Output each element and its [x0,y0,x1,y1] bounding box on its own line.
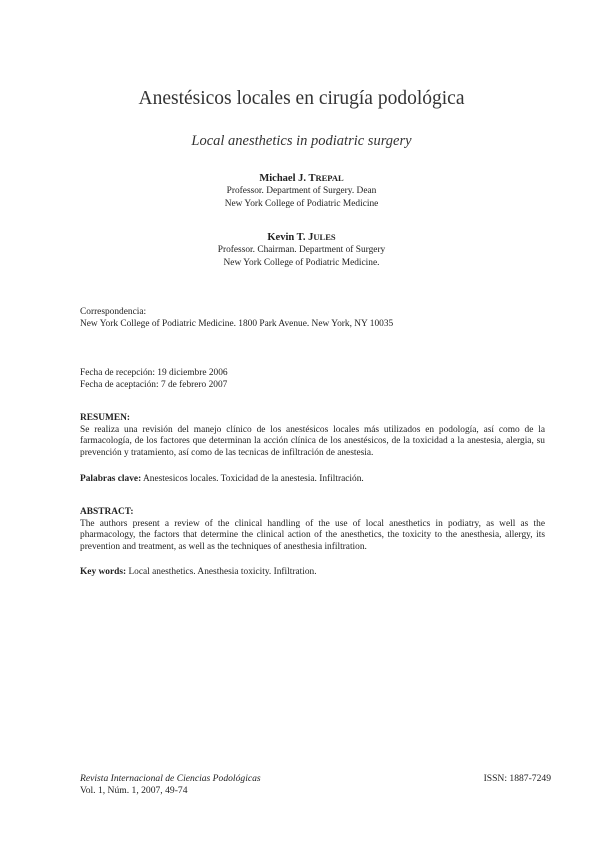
palabras-clave-text: Anestesicos locales. Toxicidad de la anestesia. Infiltración. [141,474,364,484]
journal-name: Revista Internacional de Ciencias Podológicas [80,773,261,784]
author-name [0,231,603,244]
abstract-heading: ABSTRACT: [80,507,134,517]
footer-journal-info [80,773,261,797]
key-words [80,567,545,579]
resumen-text: Se realiza una revisión del manejo clínico de los anestésicos locales más utilizados en podología, así como de la farmacología, de los factores que determinan la acción clínica de los anestésicos, de la toxicidad a la anestesia, alergia, su prevención y tratamiento, así como de las tecnicas de infiltración de anestesia. [80,424,545,458]
journal-volume: Vol. 1, Núm. 1, 2007, 49-74 [80,785,188,796]
journal-issn: ISSN: 1887-7249 [483,773,551,784]
key-words-text: Local anesthetics. Anesthesia toxicity. Infiltration. [126,567,317,577]
author-affiliation-line: Professor. Chairman. Department of Surgery [217,245,386,255]
author-surname-rest: ULES [313,232,336,242]
received-date: Fecha de recepción: 19 diciembre 2006 [80,368,228,378]
author-surname-rest: REPAL [315,173,344,183]
abstract-text: The authors present a review of the clinical handling of the use of local anesthetics in podiatry, as well as the pharmacology, the factors that determine the clinical action of the anesthetics, the toxicity to the anesthesia, allergy, its prevention and treatment, as well as the techniques of anesthesia infiltration. [80,518,545,552]
resumen-section [80,413,545,459]
correspondence-label: Correspondencia: [80,307,147,317]
author-affiliation-line: New York College of Podiatric Medicine [224,199,379,209]
palabras-clave-label: Palabras clave: [80,474,142,484]
author-affiliation-line: New York College of Podiatric Medicine. [223,258,380,268]
author-surname-initial: J [308,232,314,243]
correspondence-block [80,307,545,330]
key-words-label: Key words: [80,567,127,577]
palabras-clave [80,474,545,486]
dates-block [80,368,545,391]
abstract-section [80,507,545,553]
resumen-heading: RESUMEN: [80,413,131,423]
article-subtitle-english: Local anesthetics in podiatric surgery [191,133,412,149]
author-affiliation-line: Professor. Department of Surgery. Dean [226,186,377,196]
accepted-date: Fecha de aceptación: 7 de febrero 2007 [80,379,228,390]
author-block-trepal [0,172,603,211]
author-given-name: Kevin T. [267,232,306,243]
author-given-name: Michael J. [259,173,306,184]
author-name [0,172,603,185]
article-title: Anestésicos locales en cirugía podológica [138,88,465,109]
author-surname-initial: T [308,173,316,184]
correspondence-address: New York College of Podiatric Medicine. 1800 Park Avenue. New York, NY 10035 [80,318,394,329]
author-block-jules [0,231,603,270]
